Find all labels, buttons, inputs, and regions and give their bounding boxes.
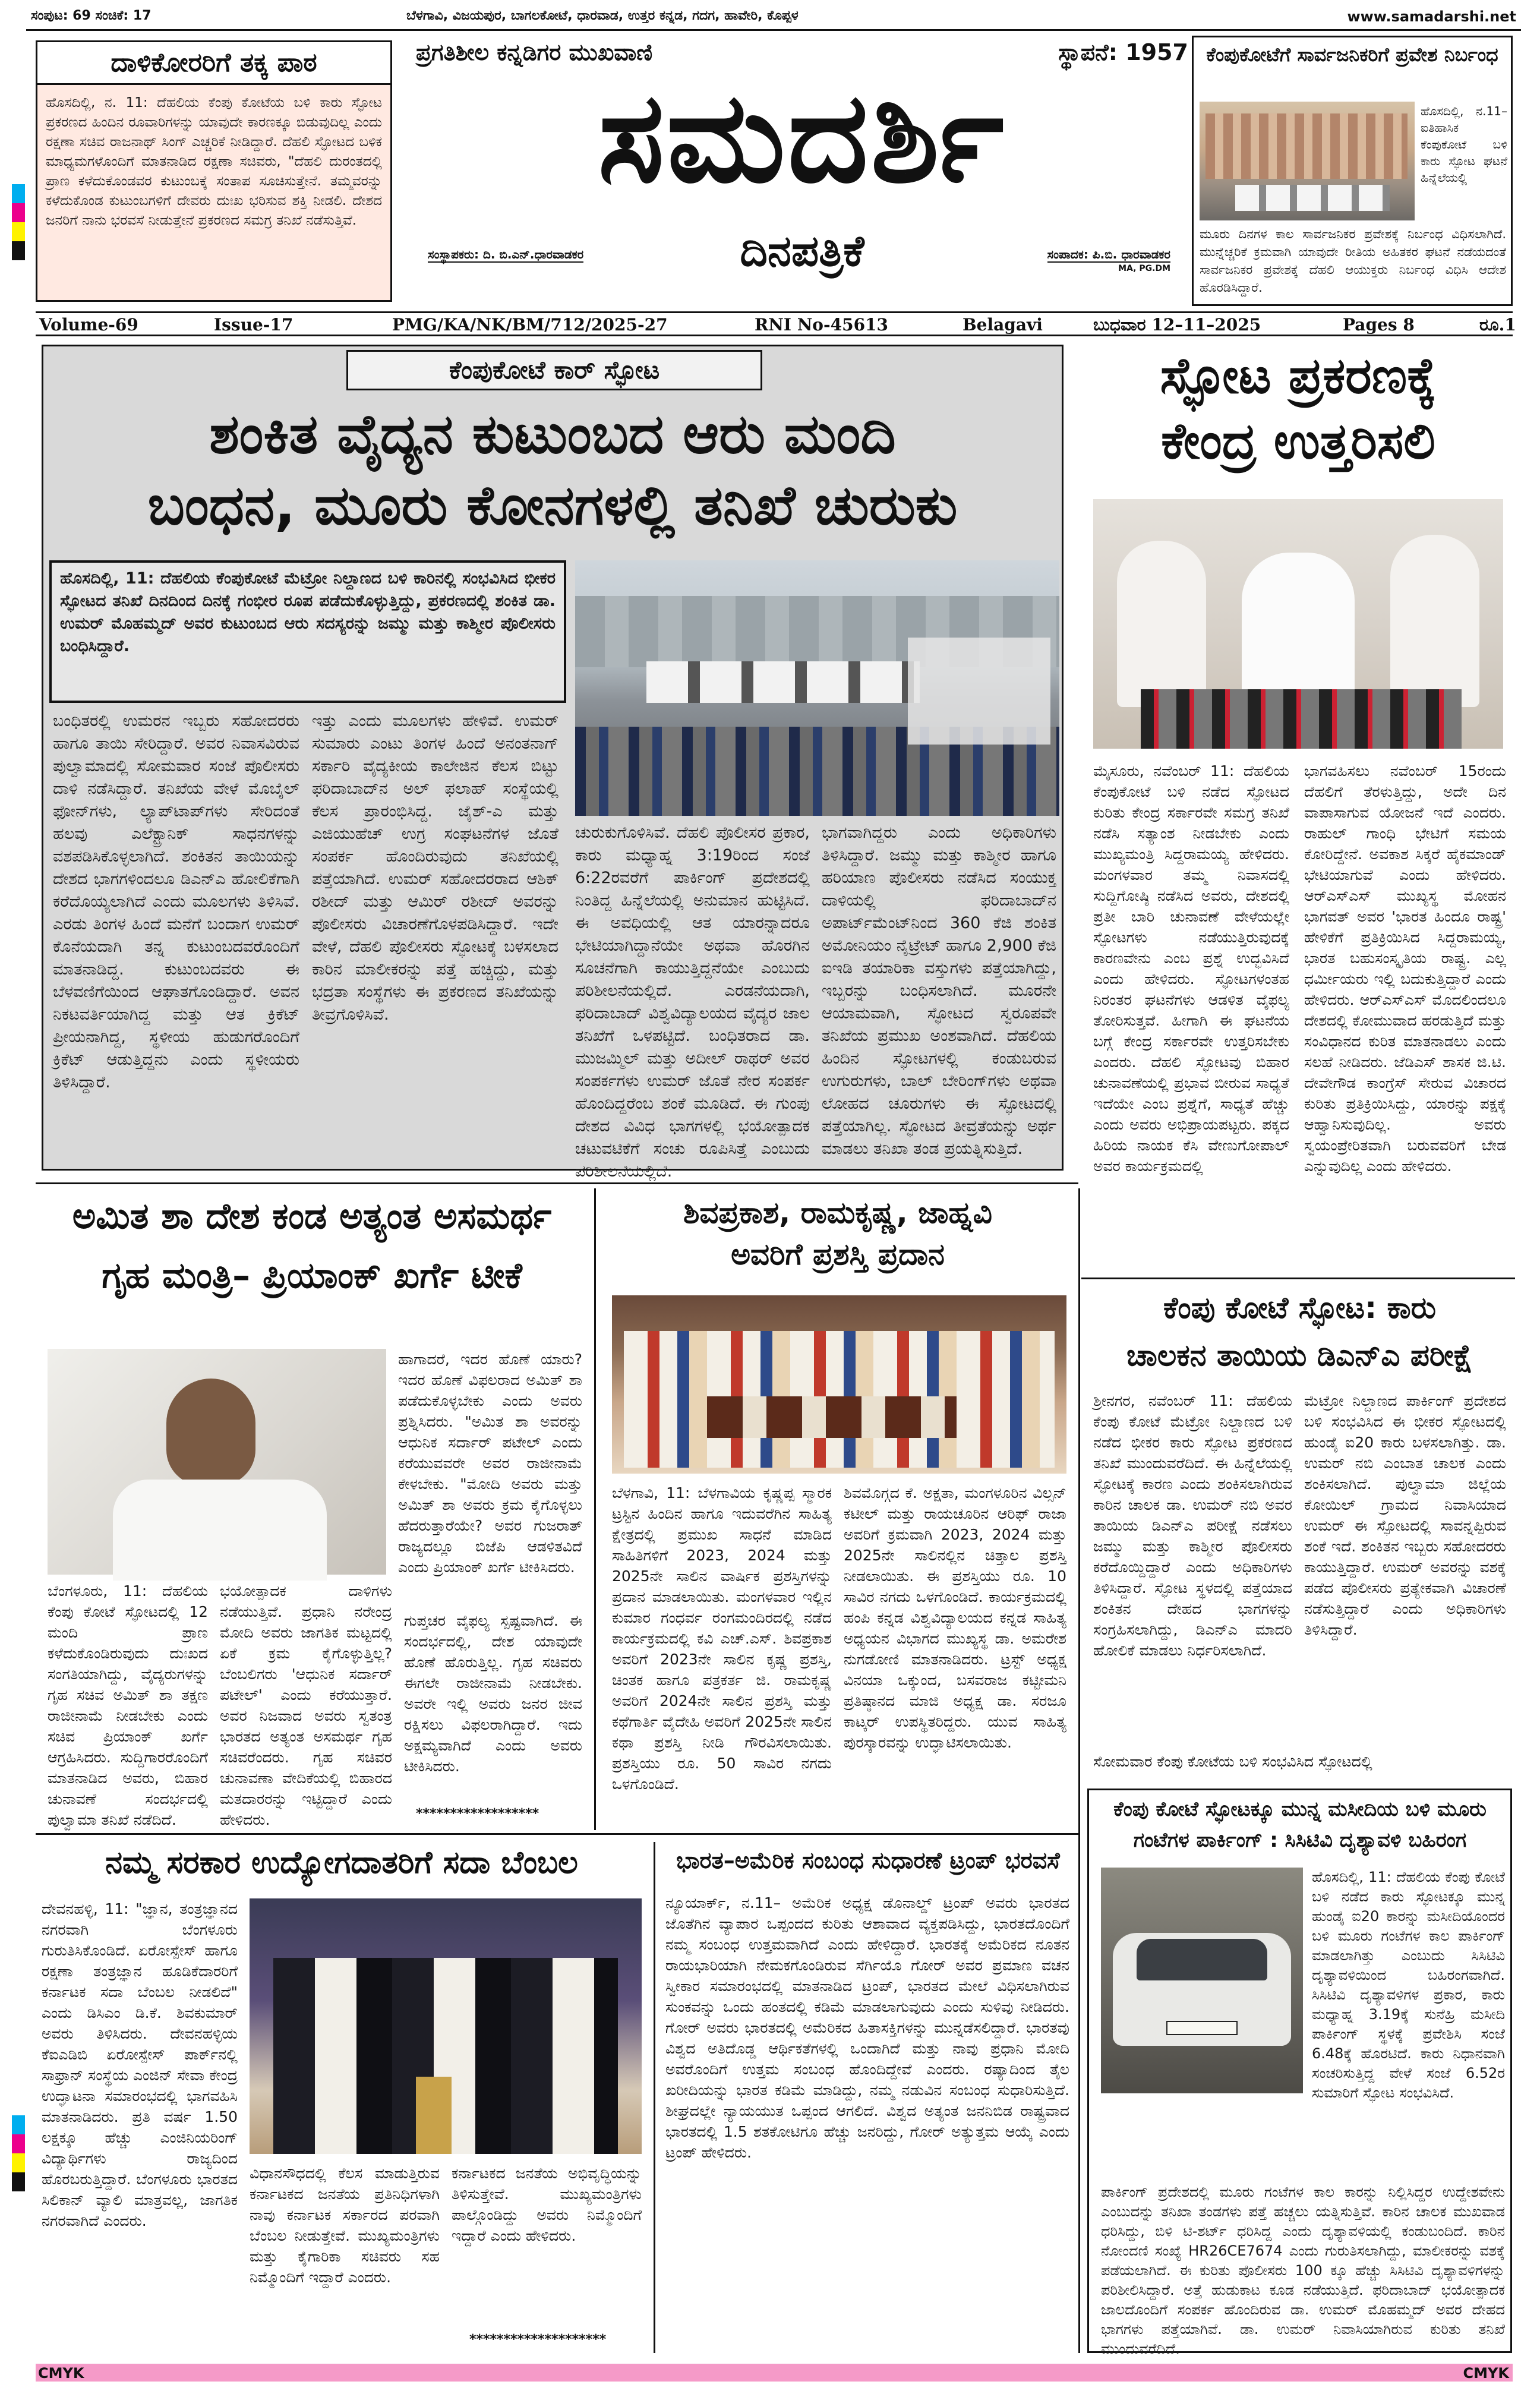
business-headline: ನಮ್ಮ ಸರಕಾರ ಉದ್ಯೋಗದಾತರಿಗೆ ಸದಾ ಬೆಂಬಲ <box>105 1845 578 1881</box>
business-col-1: ದೇವನಹಳ್ಳಿ, 11: "ಜ್ಞಾನ, ತಂತ್ರಜ್ಞಾನದ ನಗರವಾಗಿ ಬೆಂಗಳೂರು ಗುರುತಿಸಿಕೊಂಡಿದೆ. ಏರೋಸ್ಪೇಸ್ ಹಾಗೂ ರಕ್ಷಣಾ ತಂತ್ರಜ್ಞಾನ ಹೂಡಿಕೆದಾರರಿಗೆ ಕರ್ನಾಟಕ ಸದಾ ಬೆಂಬಲ ನೀಡಲಿದೆ" ಎಂದು ಡಿಸಿಎಂ ಡಿ.ಕೆ. ಶಿವಕುಮಾರ್ ಅವರು ತಿಳಿಸಿದರು. ದೇವನಹಳ್ಳಿಯ ಕೆಐಎಡಿಬಿ ಏರೋಸ್ಪೇಸ್ ಪಾರ್ಕ್‌ನಲ್ಲಿ ಸಾಫ್ರಾನ್ ಸಂಸ್ಥೆಯ ಎಂಜಿನ್ ಸೇವಾ ಕೇಂದ್ರ ಉದ್ಘಾಟನಾ ಸಮಾರಂಭದಲ್ಲಿ ಭಾಗವಹಿಸಿ ಮಾತನಾಡಿದರು. ಪ್ರತಿ ವರ್ಷ 1.50 ಲಕ್ಷಕ್ಕೂ ಹೆಚ್ಚು ಎಂಜಿನಿಯರಿಂಗ್ ವಿದ್ಯಾರ್ಥಿಗಳು ರಾಜ್ಯದಿಂದ ಹೊರಬರುತ್ತಿದ್ದಾರೆ. ಬೆಂಗಳೂರು ಭಾರತದ ಸಿಲಿಕಾನ್ ವ್ಯಾಲಿ ಮಾತ್ರವಲ್ಲ, ಜಾಗತಿಕ ನಗರವಾಗಿದೆ ಎಂದರು. <box>42 1900 238 2229</box>
info-bar <box>36 311 1516 336</box>
website[interactable]: www.samadarshi.net <box>1347 8 1516 25</box>
info-pages: Pages 8 <box>1343 315 1415 335</box>
editions-list: ಬೆಳಗಾವಿ, ವಿಜಯಪುರ, ಬಾಗಲಕೋಟೆ, ಧಾರವಾಡ, ಉತ್ತರ ಕನ್ನಡ, ಗದಗ, ಹಾವೇರಿ, ಕೊಪ್ಪಳ <box>406 8 799 23</box>
amit-headline-2: ಗೃಹ ಮಂತ್ರಿ– ಪ್ರಿಯಾಂಕ್ ಖರ್ಗೆ ಟೀಕೆ <box>102 1255 522 1297</box>
swatch-top-cyan <box>12 184 25 203</box>
trump-story <box>659 1839 1075 2356</box>
photo-barricade <box>908 638 1050 745</box>
right-ear-body: ಮೂರು ದಿನಗಳ ಕಾಲ ಸಾರ್ವಜನಿಕರ ಪ್ರವೇಶಕ್ಕೆ ನಿರ್ಬಂಧ ವಿಧಿಸಲಾಗಿದೆ. ಮುನ್ನೆಚ್ಚರಿಕೆ ಕ್ರಮವಾಗಿ ಯಾವುದೇ ರೀತಿಯ ಅಹಿತಕರ ಘಟನೆ ನಡೆಯದಂತೆ ಸಾರ್ವಜನಿಕರ ಪ್ರವೇಶಕ್ಕೆ ದೆಹಲಿ ಆಯುಕ್ತರು ನಿರ್ಬಂಧ ವಿಧಿಸಿ ಆದೇಶ ಹೊರಡಿಸಿದ್ದಾರೆ. <box>1200 227 1506 295</box>
editor-degree: MA, PG.DM <box>1118 264 1170 273</box>
photo-body <box>113 1480 327 1581</box>
dna-headline-1: ಕೆಂಪು ಕೋಟೆ ಸ್ಫೋಟ: ಕಾರು <box>1163 1291 1436 1325</box>
amit-story <box>36 1188 588 1827</box>
cctv-headline: ಕೆಂಪು ಕೋಟೆ ಸ್ಫೋಟಕ್ಕೂ ಮುನ್ನ ಮಸೀದಿಯ ಬಳಿ ಮೂರು ಗಂಟೆಗಳ ಪಾರ್ಕಿಂಗ್ : ಸಿಸಿಟಿವಿ ದೃಶ್ಯಾವಳಿ ಬಹಿರಂಗ <box>1113 1797 1487 1852</box>
lead-col-1: ಬಂಧಿತರಲ್ಲಿ ಉಮರನ ಇಬ್ಬರು ಸಹೋದರರು ಹಾಗೂ ತಾಯಿ ಸೇರಿದ್ದಾರೆ. ಅವರ ನಿವಾಸವಿರುವ ಪುಲ್ವಾಮಾದಲ್ಲಿ ಸೋಮವಾರ ಸಂಜೆ ಪೊಲೀಸರು ದಾಳಿ ನಡೆಸಿದ್ದಾರೆ. ತನಿಖೆಯ ವೇಳೆ ಮೊಬೈಲ್ ಫೋನ್‌ಗಳು, ಲ್ಯಾಪ್‌ಟಾಪ್‌ಗಳು ಸೇರಿದಂತೆ ಹಲವು ಎಲೆಕ್ಟ್ರಾನಿಕ್ ಸಾಧನಗಳನ್ನು ವಶಪಡಿಸಿಕೊಳ್ಳಲಾಗಿದೆ. ಶಂಕಿತನ ತಾಯಿಯನ್ನು ದೇಶದ ಭಾಗಗಳಿಂದಲೂ ಡಿಎನ್‌ಎ ಹೋಲಿಕೆಗಾಗಿ ಕರೆದೊಯ್ಯಲಾಗಿದೆ ಎಂದು ಮೂಲಗಳು ತಿಳಿಸಿವೆ. ಎರಡು ತಿಂಗಳ ಹಿಂದೆ ಮನೆಗೆ ಬಂದಾಗ ಉಮರ್ ಕೊನೆಯದಾಗಿ ತನ್ನ ಕುಟುಂಬದವರೊಂದಿಗೆ ಮಾತನಾಡಿದ್ದ. ಕುಟುಂಬದವರು ಈ ಬೆಳವಣಿಗೆಯಿಂದ ಆಘಾತಗೊಂಡಿದ್ದಾರೆ. ಅವನ ನಿಕಟವರ್ತಿಯಾಗಿದ್ದ ಮತ್ತು ಆತ ಕ್ರಿಕೆಟ್ ಪ್ರೀಯನಾಗಿದ್ದ, ಸ್ಥಳೀಯ ಹುಡುಗರೊಂದಿಗೆ ಕ್ರಿಕೆಟ್ ಆಡುತ್ತಿದ್ದನು ಎಂದು ಸ್ಥಳೀಯರು ತಿಳಿಸಿದ್ದಾರೆ. <box>53 712 299 1092</box>
parliament-photo <box>1200 102 1415 220</box>
vehicles-shape <box>1235 185 1390 211</box>
rule-mid <box>36 1182 1078 1184</box>
established: ಸ್ಥಾಪನೆ: 1957 <box>1058 39 1188 65</box>
photo-head <box>166 1379 255 1485</box>
info-city: Belagavi <box>962 315 1043 335</box>
car-photo <box>1101 1868 1303 2093</box>
info-rni: RNI No-45613 <box>755 315 889 335</box>
paper-subtitle: ದಿನಪತ್ರಿಕೆ <box>740 226 864 276</box>
volume-issue-top: ಸಂಪುಟ: 69 ಸಂಚಿಕೆ: 17 <box>31 8 152 23</box>
cmyk-right: CMYK <box>1463 2365 1509 2382</box>
photo-vehicles <box>646 661 920 703</box>
cctv-story <box>1087 1789 1512 2357</box>
swatch-top-black <box>12 241 25 260</box>
center-col-2: ಭಾಗವಹಿಸಲು ನವೆಂಬರ್ 15ರಂದು ದೆಹಲಿಗೆ ತೆರಳುತ್ತಿದ್ದು, ಅದೇ ದಿನ ವಾಪಾಸಾಗುವ ಯೋಜನೆ ಇದೆ ಎಂದರು. ರಾಹುಲ್ ಗಾಂಧಿ ಭೇಟಿಗೆ ಸಮಯ ಕೋರಿದ್ದೇನೆ. ಅವಕಾಶ ಸಿಕ್ಕರೆ ಹೈಕಮಾಂಡ್ ಭೇಟಿಯಾಗುವೆ ಎಂದು ಹೇಳಿದರು. ಆರ್‌ಎಸ್‌ಎಸ್ ಮುಖ್ಯಸ್ಥ ಮೋಹನ ಭಾಗವತ್ ಅವರ 'ಭಾರತ ಹಿಂದೂ ರಾಷ್ಟ್ರ' ಹೇಳಿಕೆಗೆ ಪ್ರತಿಕ್ರಿಯಿಸಿದ ಸಿದ್ದರಾಮಯ್ಯ, ಭಾರತ ಬಹುಸಂಸ್ಕೃತಿಯ ರಾಷ್ಟ್ರ. ಎಲ್ಲ ಧರ್ಮೀಯರು ಇಲ್ಲಿ ಬದುಕುತ್ತಿದ್ದಾರೆ ಎಂದು ಹೇಳಿದರು. ಆರ್‌ಎಸ್‌ಎಸ್ ಮೊದಲಿಂದಲೂ ದೇಶದಲ್ಲಿ ಕೋಮುವಾದ ಹರಡುತ್ತಿದೆ ಮತ್ತು ಸಂವಿಧಾನದ ಕುರಿತ ಮಾತನಾಡಲು ಎಂದು ಸಲಹೆ ನೀಡಿದರು. ಜೆಡಿಎಸ್ ಶಾಸಕ ಜಿ.ಟಿ. ದೇವೇಗೌಡ ಕಾಂಗ್ರೆಸ್ ಸೇರುವ ವಿಚಾರದ ಕುರಿತು ಪ್ರತಿಕ್ರಿಯಿಸಿದ್ದು, ಯಾರನ್ನು ಪಕ್ಷಕ್ಕೆ ಆಹ್ವಾನಿಸುವುದಿಲ್ಲ. ಅವರು ಸ್ವಯಂಪ್ರೇರಿತವಾಗಿ ಬರುವವರಿಗೆ ಬೇಡ ಎನ್ನುವುದಿಲ್ಲ ಎಂದು ಹೇಳಿದರು. <box>1304 762 1506 1175</box>
awards-story <box>600 1188 1075 1827</box>
lead-intro: ಹೊಸದಿಲ್ಲಿ, 11: ದೆಹಲಿಯ ಕೆಂಪುಕೋಟೆ ಮೆಟ್ರೋ ನಿಲ್ದಾಣದ ಬಳಿ ಕಾರಿನಲ್ಲಿ ಸಂಭವಿಸಿದ ಭೀಕರ ಸ್ಫೋಟದ ತನಿಖೆ ದಿನದಿಂದ ದಿನಕ್ಕೆ ಗಂಭೀರ ರೂಪ ಪಡೆದುಕೊಳ್ಳುತ್ತಿದ್ದು, ಪ್ರಕರಣದಲ್ಲಿ ಶಂಕಿತ ಡಾ. ಉಮರ್ ಮೊಹಮ್ಮದ್ ಅವರ ಕುಟುಂಬದ ಆರು ಸದಸ್ಯರನ್ನು ಜಮ್ಮು ಮತ್ತು ಕಾಶ್ಮೀರ ಪೊಲೀಸರು ಬಂಧಿಸಿದ್ದಾರೆ. <box>60 569 556 655</box>
trump-headline: ಭಾರತ–ಅಮೆರಿಕ ಸಂಬಂಧ ಸುಧಾರಣೆ ಟ್ರಂಪ್ ಭರವಸೆ <box>676 1847 1060 1873</box>
lead-story <box>42 345 1064 1181</box>
photo-plate <box>1166 2021 1238 2035</box>
lead-col-4: ಭಾಗವಾಗಿದ್ದರು ಎಂದು ಅಧಿಕಾರಿಗಳು ತಿಳಿಸಿದ್ದಾರೆ. ಜಮ್ಮು ಮತ್ತು ಕಾಶ್ಮೀರ ಹಾಗೂ ಹರಿಯಾಣ ಪೊಲೀಸರು ನಡೆಸಿದ ಸಂಯುಕ್ತ ದಾಳಿಯಲ್ಲಿ ಫರಿದಾಬಾದ್‌ನ ಅಪಾರ್ಟ್‌ಮೆಂಟ್‌ನಿಂದ 360 ಕೆಜಿ ಶಂಕಿತ ಅಮೋನಿಯಂ ನೈಟ್ರೇಟ್ ಹಾಗೂ 2,900 ಕೆಜಿ ಐಇಡಿ ತಯಾರಿಕಾ ವಸ್ತುಗಳು ಪತ್ತೆಯಾಗಿದ್ದು, ಇಬ್ಬರನ್ನು ಬಂಧಿಸಲಾಗಿದೆ. ಮೂರನೇ ಆಯಾಮವಾಗಿ, ಸ್ಫೋಟದ ಸ್ವರೂಪವೇ ತನಿಖೆಯ ಪ್ರಮುಖ ಅಂಶವಾಗಿದೆ. ದೆಹಲಿಯ ಹಿಂದಿನ ಸ್ಫೋಟಗಳಲ್ಲಿ ಕಂಡುಬರುವ ಉಗುರುಗಳು, ಬಾಲ್ ಬೇರಿಂಗ್‌ಗಳು ಅಥವಾ ಲೋಹದ ಚೂರುಗಳು ಈ ಸ್ಫೋಟದಲ್ಲಿ ಪತ್ತೆಯಾಗಿಲ್ಲ. ಸ್ಫೋಟದ ತೀವ್ರತೆಯನ್ನು ಅರ್ಥ ಮಾಡಲು ತನಿಖಾ ತಂಡ ಪ್ರಯತ್ನಿಸುತ್ತಿದೆ. <box>822 824 1056 1158</box>
top-line <box>26 5 1521 31</box>
building-shape <box>1206 113 1408 179</box>
photo-lamp <box>416 2077 452 2154</box>
lead-headline-1: ಶಂಕಿತ ವೈದ್ಯನ ಕುಟುಂಬದ ಆರು ಮಂದಿ <box>209 402 896 466</box>
info-date: ಬುಧವಾರ 12–11–2025 <box>1093 315 1261 335</box>
lead-col-3: ಚುರುಕುಗೊಳಿಸಿವೆ. ದೆಹಲಿ ಪೊಲೀಸರ ಪ್ರಕಾರ, ಕಾರು ಮಧ್ಯಾಹ್ನ 3:19ರಿಂದ ಸಂಜೆ 6:22ರವರೆಗೆ ಪಾರ್ಕಿಂಗ್ ಪ್ರದೇಶದಲ್ಲಿ ನಿಂತಿದ್ದ ಹಿನ್ನೆಲೆಯಲ್ಲಿ ಅನುಮಾನ ಹುಟ್ಟಿಸಿದೆ. ಈ ಅವಧಿಯಲ್ಲಿ ಆತ ಯಾರನ್ನಾದರೂ ಭೇಟಿಯಾಗಿದ್ದಾನೆಯೇ ಅಥವಾ ಹೊರಗಿನ ಸೂಚನೆಗಾಗಿ ಕಾಯುತ್ತಿದ್ದನೆಯೇ ಎಂಬುದು ಪರಿಶೀಲನೆಯಲ್ಲಿದೆ. ಎರಡನೆಯದಾಗಿ, ಫರಿದಾಬಾದ್ ವಿಶ್ವವಿದ್ಯಾಲಯದ ವೈದ್ಯರ ಜಾಲ ತನಿಖೆಗೆ ಒಳಪಟ್ಟಿದೆ. ಬಂಧಿತರಾದ ಡಾ. ಮುಜಮ್ಮಿಲ್ ಮತ್ತು ಅದೀಲ್ ರಾಥರ್ ಅವರ ಸಂಪರ್ಕಗಳು ಉಮರ್ ಜೊತೆ ನೇರ ಸಂಪರ್ಕ ಹೊಂದಿದ್ದರೆಂಬ ಶಂಕೆ ಮೂಡಿದೆ. ಈ ಗುಂಪು ದೇಶದ ವಿವಿಧ ಭಾಗಗಳಲ್ಲಿ ಭಯೋತ್ಪಾದಕ ಚಟುವಟಿಕೆಗೆ ಸಂಚು ರೂಪಿಸಿತ್ತೆ ಎಂಬುದು ಪರಿಶೀಲನೆಯಲ್ಲಿದೆ. <box>575 824 810 1181</box>
rule-vertical-2 <box>1078 1188 1080 2353</box>
center-col-1: ಮೈಸೂರು, ನವೆಂಬರ್ 11: ದೆಹಲಿಯ ಕೆಂಪುಕೋಟೆ ಬಳಿ ನಡೆದ ಸ್ಫೋಟದ ಕುರಿತು ಕೇಂದ್ರ ಸರ್ಕಾರವೇ ಸಮಗ್ರ ತನಿಖೆ ನಡೆಸಿ ಸತ್ಯಾಂಶ ನೀಡಬೇಕು ಎಂದು ಮುಖ್ಯಮಂತ್ರಿ ಸಿದ್ದರಾಮಯ್ಯ ಹೇಳಿದರು. ಮಂಗಳವಾರ ತಮ್ಮ ನಿವಾಸದಲ್ಲಿ ಸುದ್ದಿಗೋಷ್ಠಿ ನಡೆಸಿದ ಅವರು, ದೇಶದಲ್ಲಿ ಪ್ರತೀ ಬಾರಿ ಚುನಾವಣೆ ವೇಳೆಯಲ್ಲೇ ಸ್ಫೋಟಗಳು ನಡೆಯುತ್ತಿರುವುದಕ್ಕೆ ಕಾರಣವೇನು ಎಂಬ ಪ್ರಶ್ನೆ ಉದ್ಭವಿಸಿದೆ ಎಂದು ಹೇಳಿದರು. ಸ್ಫೋಟಗಳಂತಹ ನಿರಂತರ ಘಟನೆಗಳು ಆಡಳಿತ ವೈಫಲ್ಯ ತೋರಿಸುತ್ತವೆ. ಹೀಗಾಗಿ ಈ ಘಟನೆಯ ಬಗ್ಗೆ ಕೇಂದ್ರ ಸರ್ಕಾರವೇ ಉತ್ತರಿಸಬೇಕು ಎಂದರು. ದೆಹಲಿ ಸ್ಫೋಟವು ಬಿಹಾರ ಚುನಾವಣೆಯಲ್ಲಿ ಪ್ರಭಾವ ಬೀರುವ ಸಾಧ್ಯತೆ ಇದೆಯೇ ಎಂಬ ಪ್ರಶ್ನೆಗೆ, ಸಾಧ್ಯತೆ ಹೆಚ್ಚು ಎಂದು ಅವರು ಅಭಿಪ್ರಾಯಪಟ್ಟರು. ಪಕ್ಕದ ಹಿರಿಯ ನಾಯಕ ಕೆಸಿ ವೇಣುಗೋಪಾಲ್ ಅವರ ಕಾರ್ಯಕ್ರಮದಲ್ಲಿ <box>1093 762 1289 1175</box>
cmyk-strip <box>36 2364 1513 2382</box>
dna-story <box>1087 1283 1512 1783</box>
info-price: ರೂ.1 <box>1479 315 1516 335</box>
priyank-photo <box>48 1349 386 1575</box>
amit-stars: ****************** <box>416 1806 539 1821</box>
cctv-body: ಪಾರ್ಕಿಂಗ್ ಪ್ರದೇಶದಲ್ಲಿ ಮೂರು ಗಂಟೆಗಳ ಕಾಲ ಕಾರನ್ನು ನಿಲ್ಲಿಸಿದ್ದರ ಉದ್ದೇಶವೇನು ಎಂಬುದನ್ನು ತನಿಖಾ ತಂಡಗಳು ಪತ್ತೆ ಹಚ್ಚಲು ಯತ್ನಿಸುತ್ತಿವೆ. ಕಾರಿನ ಚಾಲಕ ಮುಖವಾಡ ಧರಿಸಿದ್ದು, ಬಿಳಿ ಟಿ-ಶರ್ಟ್ ಧರಿಸಿದ್ದ ಎಂದು ದೃಶ್ಯಾವಳಿಯಲ್ಲಿ ಕಂಡುಬಂದಿದೆ. ಕಾರಿನ ನೋಂದಣಿ ಸಂಖ್ಯೆ HR26CE7674 ಎಂದು ಗುರುತಿಸಲಾಗಿದ್ದು, ಮಾಲೀಕರನ್ನು ವಶಕ್ಕೆ ಪಡೆಯಲಾಗಿದೆ. ಈ ಕುರಿತು ಪೊಲೀಸರು 100 ಕ್ಕೂ ಹೆಚ್ಚು ಸಿಸಿಟಿವಿ ದೃಶ್ಯಾವಳಿಗಳನ್ನು ಪರಿಶೀಲಿಸಿದ್ದಾರೆ. ಅತ್ತೆ ಹುಡುಕಾಟ ಕೂಡ ನಡೆಯುತ್ತಿದೆ. ಫರಿದಾಬಾದ್ ಭಯೋತ್ಪಾದಕ ಜಾಲದೊಂದಿಗೆ ಸಂಪರ್ಕ ಹೊಂದಿರುವ ಡಾ. ಉಮರ್ ಮೊಹಮ್ಮದ್ ಅವರ ದೇಹದ ಭಾಗಗಳು ಪತ್ತೆಯಾಗಿವೆ. ಡಾ. ಉಮರ್ ನಿವಾಸಿಯಾಗಿರುವ ಕುರಿತು ತನಿಖೆ ಮುಂದುವರೆದಿದೆ. <box>1101 2184 1505 2357</box>
editor: ಸಂಪಾದಕ: ಪಿ.ಬಿ. ಧಾರವಾಡಕರ <box>1047 247 1170 261</box>
dna-col-2: ಮೆಟ್ರೋ ನಿಲ್ದಾಣದ ಪಾರ್ಕಿಂಗ್ ಪ್ರದೇಶದ ಬಳಿ ಸಂಭವಿಸಿದ ಈ ಭೀಕರ ಸ್ಫೋಟದಲ್ಲಿ ಹುಂಡೈ ಐ20 ಕಾರು ಬಳಸಲಾಗಿತ್ತು. ಡಾ. ಉಮರ್ ನಬಿ ಎಂಬಾತ ಚಾಲಕ ಎಂದು ಶಂಕಿಸಲಾಗಿದೆ. ಪುಲ್ವಾಮಾ ಜಿಲ್ಲೆಯ ಕೋಯಿಲ್ ಗ್ರಾಮದ ನಿವಾಸಿಯಾದ ಉಮರ್ ಈ ಸ್ಫೋಟದಲ್ಲಿ ಸಾವನ್ನಪ್ಪಿರುವ ಶಂಕೆ ಇದೆ. ಶಂಕಿತನ ಇಬ್ಬರು ಸಹೋದರರು ಕಾಯುತ್ತಿದ್ದಾರೆ. ಉಮರ್ ಅವರನ್ನು ವಶಕ್ಕೆ ಪಡೆದ ಪೊಲೀಸರು ಪ್ರತ್ಯೇಕವಾಗಿ ವಿಚಾರಣೆ ನಡೆಸುತ್ತಿದ್ದಾರೆ ಎಂದು ಅಧಿಕಾರಿಗಳು ತಿಳಿಸಿದ್ದಾರೆ. <box>1304 1392 1506 1638</box>
press-meet-photo <box>1093 499 1503 749</box>
swatch-bottom-black <box>12 2172 25 2191</box>
awards-col-1: ಬೆಳಗಾವಿ, 11: ಬೆಳಗಾವಿಯ ಕೃಷ್ಣಪ್ಪ ಸ್ಮಾರಕ ಟ್ರಸ್ಟಿನ ಹಿಂದಿನ ಹಾಗೂ ಇದುವರೆಗಿನ ಸಾಹಿತ್ಯ ಕ್ಷೇತ್ರದಲ್ಲಿ ಪ್ರಮುಖ ಸಾಧನೆ ಮಾಡಿದ ಸಾಹಿತಿಗಳಿಗೆ 2023, 2024 ಮತ್ತು 2025ನೇ ಸಾಲಿನ ವಾರ್ಷಿಕ ಪ್ರಶಸ್ತಿಗಳನ್ನು ಪ್ರದಾನ ಮಾಡಲಾಯಿತು. ಮಂಗಳವಾರ ಇಲ್ಲಿನ ಕುಮಾರ ಗಂಧರ್ವ ರಂಗಮಂದಿರದಲ್ಲಿ ನಡೆದ ಕಾರ್ಯಕ್ರಮದಲ್ಲಿ ಕವಿ ಎಚ್.ಎಸ್. ಶಿವಪ್ರಕಾಶ ಅವರಿಗೆ 2023ನೇ ಸಾಲಿನ ಕೃಷ್ಣ ಪ್ರಶಸ್ತಿ, ಚಿಂತಕ ಹಾಗೂ ಪತ್ರಕರ್ತ ಜಿ. ರಾಮಕೃಷ್ಣ ಅವರಿಗೆ 2024ನೇ ಸಾಲಿನ ಪ್ರಶಸ್ತಿ ಮತ್ತು ಕಥೆಗಾರ್ತಿ ವೈದೇಹಿ ಅವರಿಗೆ 2025ನೇ ಸಾಲಿನ ಕಥಾ ಪ್ರಶಸ್ತಿ ನೀಡಿ ಗೌರವಿಸಲಾಯಿತು. ಪ್ರಶಸ್ತಿಯು ರೂ. 50 ಸಾವಿರ ನಗದು ಒಳಗೊಂಡಿದೆ. <box>612 1484 832 1793</box>
amit-side: ಹಾಗಾದರೆ, ಇದರ ಹೊಣೆ ಯಾರು? ಇದರ ಹೊಣೆ ವಿಫಲರಾದ ಅಮಿತ್ ಶಾ ಪಡೆದುಕೊಳ್ಳಬೇಕು ಎಂದು ಅವರು ಪ್ರಶ್ನಿಸಿದರು. "ಅಮಿತ ಶಾ ಅವರನ್ನು ಆಧುನಿಕ ಸರ್ದಾರ್ ಪಟೇಲ್ ಎಂದು ಕರೆಯುವವರೇ ಅವರ ರಾಜೀನಾಮೆ ಕೇಳಬೇಕು. "ಮೋದಿ ಅವರು ಮತ್ತು ಅಮಿತ್ ಶಾ ಅವರು ಕ್ರಮ ಕೈಗೊಳ್ಳಲು ಹೆದರುತ್ತಾರೆಯೇ? ಅವರ ಗುಜರಾತ್ ರಾಜ್ಯದಲ್ಲೂ ಬಿಜೆಪಿ ಆಡಳಿತವಿದೆ ಎಂದು ಪ್ರಿಯಾಂಕ್ ಖರ್ಗೆ ಟೀಕಿಸಿದರು. <box>398 1351 582 1576</box>
center-story <box>1081 345 1515 1272</box>
amit-col-1: ಬೆಂಗಳೂರು, 11: ದೆಹಲಿಯ ಕೆಂಪು ಕೋಟೆ ಸ್ಫೋಟದಲ್ಲಿ 12 ಮಂದಿ ಪ್ರಾಣ ಕಳೆದುಕೊಂಡಿರುವುದು ದುಃಖದ ಸಂಗತಿಯಾಗಿದ್ದು, ವೈದ್ಯರುಗಳನ್ನು ಗೃಹ ಸಚಿವ ಅಮಿತ್ ಶಾ ತಕ್ಷಣ ರಾಜೀನಾಮೆ ನೀಡಬೇಕು ಎಂದು ಸಚಿವ ಪ್ರಿಯಾಂಕ್ ಖರ್ಗೆ ಆಗ್ರಹಿಸಿದರು. ಸುದ್ದಿಗಾರರೊಂದಿಗೆ ಮಾತನಾಡಿದ ಅವರು, ಬಿಹಾರ ಚುನಾವಣೆ ಸಂದರ್ಭದಲ್ಲಿ ಪುಲ್ವಾಮಾ ತನಿಖೆ ನಡೆದಿದೆ. <box>48 1582 208 1828</box>
business-story <box>36 1839 648 2356</box>
awards-headline-1: ಶಿವಪ್ರಕಾಶ, ರಾಮಕೃಷ್ಣ, ಜಾಹ್ನವಿ <box>683 1196 993 1230</box>
photo-person-1 <box>1117 541 1206 707</box>
cctv-side: ಹೊಸದಿಲ್ಲಿ, 11: ದೆಹಲಿಯ ಕೆಂಪು ಕೋಟೆ ಬಳಿ ನಡೆದ ಕಾರು ಸ್ಫೋಟಕ್ಕೂ ಮುನ್ನ ಹುಂಡೈ ಐ20 ಕಾರನ್ನು ಮಸೀದಿಯೊಂದರ ಬಳಿ ಮೂರು ಗಂಟೆಗಳ ಕಾಲ ಪಾರ್ಕಿಂಗ್ ಮಾಡಲಾಗಿತ್ತು ಎಂಬುದು ಸಿಸಿಟಿವಿ ದೃಶ್ಯಾವಳಿಯಿಂದ ಬಹಿರಂಗವಾಗಿದೆ. ಸಿಸಿಟಿವಿ ದೃಶ್ಯಾವಳಿಗಳ ಪ್ರಕಾರ, ಕಾರು ಮಧ್ಯಾಹ್ನ 3.19ಕ್ಕೆ ಸುನೆಹ್ರಿ ಮಸೀದಿ ಪಾರ್ಕಿಂಗ್ ಸ್ಥಳಕ್ಕೆ ಪ್ರವೇಶಿಸಿ ಸಂಜೆ 6.48ಕ್ಕೆ ಹೊರಟಿದೆ. ಕಾರು ನಿಧಾನವಾಗಿ ಸಂಚರಿಸುತ್ತಿದ್ದ ವೇಳೆ ಸಂಜೆ 6.52ರ ಸುಮಾರಿಗೆ ಸ್ಫೋಟ ಸಂಭವಿಸಿದೆ. <box>1312 1869 1505 2101</box>
rule-center-bottom <box>1081 1278 1515 1279</box>
lamp-lighting-photo <box>250 1898 642 2154</box>
tagline: ಪ್ರಗತಿಶೀಲ ಕನ್ನಡಿಗರ ಮುಖವಾಣಿ <box>416 39 653 65</box>
trump-body: ನ್ಯೂಯಾರ್ಕ್, ನ.11– ಅಮೆರಿಕ ಅಧ್ಯಕ್ಷ ಡೊನಾಲ್ಡ್ ಟ್ರಂಪ್ ಅವರು ಭಾರತದ ಜೊತೆಗಿನ ವ್ಯಾಪಾರ ಒಪ್ಪಂದದ ಕುರಿತು ಆಶಾವಾದ ವ್ಯಕ್ತಪಡಿಸಿದ್ದು, ಭಾರತದೊಂದಿಗೆ ನಮ್ಮ ಸಂಬಂಧ ಉತ್ತಮವಾಗಿದೆ ಎಂದು ಹೇಳಿದ್ದಾರೆ. ಭಾರತಕ್ಕೆ ಅಮೆರಿಕದ ನೂತನ ರಾಯಭಾರಿಯಾಗಿ ನೇಮಕಗೊಂಡಿರುವ ಸೆರ್ಗಿಯೊ ಗೋರ್ ಅವರ ಪ್ರಮಾಣ ವಚನ ಸ್ವೀಕಾರ ಸಮಾರಂಭದಲ್ಲಿ ಮಾತನಾಡಿದ ಟ್ರಂಪ್, ಭಾರತದ ಮೇಲೆ ವಿಧಿಸಲಾಗಿರುವ ಸುಂಕವನ್ನು ಒಂದು ಹಂತದಲ್ಲಿ ಕಡಿಮೆ ಮಾಡಲಾಗುವುದು ಎಂದು ಸುಳಿವು ನೀಡಿದರು. ಗೋರ್ ಅವರು ಭಾರತದಲ್ಲಿ ಅಮೆರಿಕದ ಹಿತಾಸಕ್ತಿಗಳನ್ನು ಮುನ್ನಡೆಸಲಿದ್ದಾರೆ. ಭಾರತವು ವಿಶ್ವದ ಅತಿದೊಡ್ಡ ಆರ್ಥಿಕತೆಗಳಲ್ಲಿ ಒಂದಾಗಿದೆ ಮತ್ತು ನಾವು ಪ್ರಧಾನಿ ಮೋದಿ ಅವರೊಂದಿಗೆ ಉತ್ತಮ ಸಂಬಂಧ ಹೊಂದಿದ್ದೇವೆ ಎಂದರು. ರಷ್ಯಾದಿಂದ ತೈಲ ಖರೀದಿಯನ್ನು ಭಾರತ ಕಡಿಮೆ ಮಾಡಿದ್ದು, ನಮ್ಮ ನಡುವಿನ ಸಂಬಂಧ ಸುಧಾರಿಸುತ್ತಿದೆ. ಶೀಘ್ರದಲ್ಲೇ ನ್ಯಾಯಯುತ ಒಪ್ಪಂದ ಆಗಲಿದೆ. ವಿಶ್ವದ ಅತ್ಯಂತ ಜನನಿಬಿಡ ರಾಷ್ಟ್ರವಾದ ಭಾರತದಲ್ಲಿ 1.5 ಶತಕೋಟಿಗೂ ಹೆಚ್ಚು ಜನರಿದ್ದು, ಗೋರ್ ಅತ್ಯುತ್ತಮ ಆಯ್ಕೆ ಎಂದು ಟ್ರಂಪ್ ಹೇಳಿದರು. <box>665 1894 1069 2161</box>
info-issue: Issue-17 <box>214 315 294 335</box>
cmyk-left: CMYK <box>38 2365 84 2382</box>
rule-vertical-3 <box>654 1842 655 2353</box>
dna-foot: ಸೋಮವಾರ ಕೆಂಪು ಕೋಟೆಯ ಬಳಿ ಸಂಭವಿಸಿದ ಸ್ಫೋಟದಲ್ಲಿ <box>1093 1753 1372 1770</box>
lead-col-2: ಇತ್ತು ಎಂದು ಮೂಲಗಳು ಹೇಳಿವೆ. ಉಮರ್ ಸುಮಾರು ಎಂಟು ತಿಂಗಳ ಹಿಂದೆ ಅನಂತನಾಗ್ ಸರ್ಕಾರಿ ವೈದ್ಯಕೀಯ ಕಾಲೇಜಿನ ಕೆಲಸ ಬಿಟ್ಟು ಫರಿದಾಬಾದ್‌ನ ಅಲ್ ಫಲಾಹ್ ಸಂಸ್ಥೆಯಲ್ಲಿ ಕೆಲಸ ಪ್ರಾರಂಭಿಸಿದ್ದ. ಜೈಶ್-ಎ ಮತ್ತು ಎಜಿಯುಹೆಚ್ ಉಗ್ರ ಸಂಘಟನೆಗಳ ಜೊತೆ ಸಂಪರ್ಕ ಹೊಂದಿರುವುದು ತನಿಖೆಯಲ್ಲಿ ಪತ್ತೆಯಾಗಿದೆ. ಉಮರ್ ಸಹೋದರರಾದ ಆಶಿಕ್ ರಶೀದ್ ಮತ್ತು ಆಮಿರ್ ರಶೀದ್ ಅವರನ್ನು ಪೊಲೀಸರು ವಿಚಾರಣೆಗೊಳಪಡಿಸಿದ್ದಾರೆ. ಇದೇ ವೇಳೆ, ದೆಹಲಿ ಪೊಲೀಸರು ಸ್ಫೋಟಕ್ಕೆ ಬಳಸಲಾದ ಕಾರಿನ ಮಾಲೀಕರನ್ನು ಪತ್ತೆ ಹಚ್ಚಿದ್ದು, ಮತ್ತು ಭದ್ರತಾ ಸಂಸ್ಥೆಗಳು ಈ ಪ್ರಕರಣದ ತನಿಖೆಯನ್ನು ತೀವ್ರಗೊಳಿಸಿವೆ. <box>312 712 558 1024</box>
info-volume: Volume-69 <box>39 315 138 335</box>
rule-lower <box>36 1833 1078 1835</box>
swatch-bottom-cyan <box>12 2115 25 2134</box>
right-ear-box <box>1192 36 1513 306</box>
swatch-bottom-yellow <box>12 2153 25 2172</box>
lead-headline-2: ಬಂಧನ, ಮೂರು ಕೋನಗಳಲ್ಲಿ ತನಿಖೆ ಚುರುಕು <box>147 474 958 537</box>
lead-kicker: ಕೆಂಪುಕೋಟೆ ಕಾರ್ ಸ್ಫೋಟ <box>346 350 762 390</box>
founder: ಸಂಸ್ಥಾಪಕರು: ದಿ. ಬಿ.ಎನ್.ಧಾರವಾಡಕರ <box>428 247 584 261</box>
masthead <box>416 36 1188 309</box>
swatch-top-magenta <box>12 203 25 222</box>
business-col-2: ವಿಧಾನಸೌಧದಲ್ಲಿ ಕೆಲಸ ಮಾಡುತ್ತಿರುವ ಕರ್ನಾಟಕದ ಜನತೆಯ ಪ್ರತಿನಿಧಿಗಳಾಗಿ ನಾವು ಕರ್ನಾಟಕ ಸರ್ಕಾರದ ಪರವಾಗಿ ಬೆಂಬಲ ನೀಡುತ್ತೇವೆ. ಮುಖ್ಯಮಂತ್ರಿಗಳು ಮತ್ತು ಕೈಗಾರಿಕಾ ಸಚಿವರು ಸಹ ನಿಮ್ಮೊಂದಿಗೆ ಇದ್ದಾರೆ ಎಂದರು. <box>250 2165 440 2286</box>
dna-headline-2: ಚಾಲಕನ ತಾಯಿಯ ಡಿಎನ್‌ಎ ಪರೀಕ್ಷೆ <box>1126 1338 1473 1373</box>
business-stars: ******************** <box>469 2332 607 2347</box>
photo-mics <box>1141 689 1462 749</box>
amit-headline-1: ಅಮಿತ ಶಾ ದೇಶ ಕಂಡ ಅತ್ಯಂತ ಅಸಮರ್ಥ <box>72 1196 552 1237</box>
amit-col-2: ಭಯೋತ್ಪಾದಕ ದಾಳಿಗಳು ನಡೆಯುತ್ತಿವೆ. ಪ್ರಧಾನಿ ನರೇಂದ್ರ ಮೋದಿ ಅವರು ಜಾಗತಿಕ ಮಟ್ಟದಲ್ಲಿ ಏಕೆ ಕ್ರಮ ಕೈಗೊಳ್ಳುತ್ತಿಲ್ಲ? ಬೆಂಬಲಿಗರು 'ಆಧುನಿಕ ಸರ್ದಾರ್ ಪಟೇಲ್' ಎಂದು ಕರೆಯುತ್ತಾರೆ. ಅವರ ನಿಜವಾದ ಅವರು ಸ್ವತಂತ್ರ ಭಾರತದ ಅತ್ಯಂತ ಅಸಮರ್ಥ ಗೃಹ ಸಚಿವರೆಂದರು. ಗೃಹ ಸಚಿವರ ಚುನಾವಣಾ ವೇದಿಕೆಯಲ್ಲಿ ಬಿಹಾರದ ಮತದಾರರನ್ನು ಇಟ್ಟಿದ್ದಾರೆ ಎಂದು ಹೇಳಿದರು. <box>220 1582 392 1828</box>
right-ear-side: ಹೊಸದಿಲ್ಲಿ, ನ.11– ಐತಿಹಾಸಿಕ ಕೆಂಪುಕೋಟೆ ಬಳಿ ಕಾರು ಸ್ಫೋಟ ಘಟನೆ ಹಿನ್ನೆಲೆಯಲ್ಲಿ <box>1421 104 1507 185</box>
rule-vertical-1 <box>594 1188 596 1830</box>
swatch-top-yellow <box>12 222 25 241</box>
left-ear-box <box>36 40 392 302</box>
center-headline-2: ಕೇಂದ್ರ ಉತ್ತರಿಸಲಿ <box>1161 412 1435 470</box>
dna-col-1: ಶ್ರೀನಗರ, ನವೆಂಬರ್ 11: ದೆಹಲಿಯ ಕೆಂಪು ಕೋಟೆ ಮೆಟ್ರೋ ನಿಲ್ದಾಣದ ಬಳಿ ನಡೆದ ಭೀಕರ ಕಾರು ಸ್ಫೋಟ ಪ್ರಕರಣದ ತನಿಖೆ ಮುಂದುವರೆದಿದೆ. ಈ ಹಿನ್ನೆಲೆಯಲ್ಲಿ ಸ್ಫೋಟಕ್ಕೆ ಕಾರಣ ಎಂದು ಶಂಕಿಸಲಾಗಿರುವ ಕಾರಿನ ಚಾಲಕ ಡಾ. ಉಮರ್ ನಬಿ ಅವರ ತಾಯಿಯ ಡಿಎನ್‌ಎ ಪರೀಕ್ಷೆ ನಡೆಸಲು ಜಮ್ಮು ಮತ್ತು ಕಾಶ್ಮೀರ ಪೊಲೀಸರು ಕರೆದೊಯ್ದಿದ್ದಾರೆ ಎಂದು ಅಧಿಕಾರಿಗಳು ತಿಳಿಸಿದ್ದಾರೆ. ಸ್ಫೋಟ ಸ್ಥಳದಲ್ಲಿ ಪತ್ತೆಯಾದ ಶಂಕಿತನ ದೇಹದ ಭಾಗಗಳನ್ನು ಸಂಗ್ರಹಿಸಲಾಗಿದ್ದು, ಡಿಎನ್‌ಎ ಮಾದರಿ ಹೋಲಿಕೆ ಮಾಡಲು ನಿರ್ಧರಿಸಲಾಗಿದೆ. <box>1093 1392 1292 1659</box>
awards-headline-2: ಅವರಿಗೆ ಪ್ರಶಸ್ತಿ ಪ್ರದಾನ <box>731 1237 945 1272</box>
paper-title: ಸಮದರ್ಶಿ <box>598 65 1006 210</box>
photo-frames <box>707 1396 957 1438</box>
blast-site-photo <box>575 560 1059 816</box>
left-ear-body: ಹೊಸದಿಲ್ಲಿ, ನ. 11: ದೆಹಲಿಯ ಕೆಂಪು ಕೋಟೆಯ ಬಳಿ ಕಾರು ಸ್ಫೋಟ ಪ್ರಕರಣದ ಹಿಂದಿನ ರೂವಾರಿಗಳನ್ನು ಯಾವುದೇ ಕಾರಣಕ್ಕೂ ಬಿಡುವುದಿಲ್ಲ ಎಂದು ರಕ್ಷಣಾ ಸಚಿವ ರಾಜನಾಥ್ ಸಿಂಗ್ ಎಚ್ಚರಿಕೆ ನೀಡಿದ್ದಾರೆ. ದೆಹಲಿ ಸ್ಫೋಟದ ಬಳಿಕ ಮಾಧ್ಯಮಗಳೊಂದಿಗೆ ಮಾತನಾಡಿದ ರಕ್ಷಣಾ ಸಚಿವರು, "ದೆಹಲಿ ದುರಂತದಲ್ಲಿ ಪ್ರಾಣ ಕಳೆದುಕೊಂಡವರ ಕುಟುಂಬಕ್ಕೆ ಸಂತಾಪ ಸೂಚಿಸುತ್ತೇನೆ. ತಮ್ಮವರನ್ನು ಕಳೆದುಕೊಂಡ ಕುಟುಂಬಗಳಿಗೆ ದೇವರು ದುಃಖ ಭರಿಸುವ ಶಕ್ತಿ ನೀಡಲಿ. ದೇಶದ ಜನರಿಗೆ ನಾನು ಭರವಸೆ ನೀಡುತ್ತೇನೆ ಪ್ರಕರಣದ ಸಮಗ್ರ ತನಿಖೆ ನಡೆಸುತ್ತಿವೆ. <box>46 95 382 228</box>
lead-intro-box <box>49 560 566 703</box>
amit-col-3: ಗುಪ್ತಚರ ವೈಫಲ್ಯ ಸ್ಪಷ್ಟವಾಗಿದೆ. ಈ ಸಂದರ್ಭದಲ್ಲಿ, ದೇಶ ಯಾವುದೇ ಹೊಣೆ ಹೊರುತ್ತಿಲ್ಲ. ಗೃಹ ಸಚಿವರು ಈಗಲೇ ರಾಜೀನಾಮೆ ನೀಡಬೇಕು. ಅವರೇ ಇಲ್ಲಿ ಅವರು ಜನರ ಜೀವ ರಕ್ಷಿಸಲು ವಿಫಲರಾಗಿದ್ದಾರೆ. ಇದು ಅಕ್ಷಮ್ಯವಾಗಿದೆ ಎಂದು ಅವರು ಟೀಕಿಸಿದರು. <box>404 1612 582 1775</box>
center-headline-1: ಸ್ಫೋಟ ಪ್ರಕರಣಕ್ಕೆ <box>1160 346 1437 405</box>
swatch-bottom-magenta <box>12 2134 25 2153</box>
photo-person-3 <box>1390 535 1479 707</box>
left-ear-title: ದಾಳಿಕೋರರಿಗೆ ತಕ್ಕ ಪಾಠ <box>37 42 390 85</box>
awards-col-2: ಶಿವಮೊಗ್ಗದ ಕೆ. ಅಕ್ಷತಾ, ಮಂಗಳೂರಿನ ವಿಲ್ಸನ್ ಕಟೀಲ್ ಮತ್ತು ರಾಯಚೂರಿನ ಆರಿಫ್ ರಾಜಾ ಅವರಿಗೆ ಕ್ರಮವಾಗಿ 2023, 2024 ಮತ್ತು 2025ನೇ ಸಾಲಿನಲ್ಲಿನ ಚಿತ್ತಾಲ ಪ್ರಶಸ್ತಿ ನೀಡಲಾಯಿತು. ಈ ಪ್ರಶಸ್ತಿಯು ರೂ. 10 ಸಾವಿರ ನಗದು ಒಳಗೊಂಡಿದೆ. ಕಾರ್ಯಕ್ರಮದಲ್ಲಿ ಹಂಪಿ ಕನ್ನಡ ವಿಶ್ವವಿದ್ಯಾಲಯದ ಕನ್ನಡ ಸಾಹಿತ್ಯ ಅಧ್ಯಯನ ವಿಭಾಗದ ಮುಖ್ಯಸ್ಥ ಡಾ. ಅಮರೇಶ ನುಗಡೋಣಿ ಮಾತನಾಡಿದರು. ಟ್ರಸ್ಟ್ ಅಧ್ಯಕ್ಷ ವಿನಯಾ ಒಕ್ಕುಂದ, ಬಸವರಾಜ ಕಟ್ಟೀಮನಿ ಪ್ರತಿಷ್ಠಾನದ ಮಾಜಿ ಅಧ್ಯಕ್ಷ ಡಾ. ಸರಜೂ ಕಾಟ್ಕರ್ ಉಪಸ್ಥಿತರಿದ್ದರು. ಯುವ ಸಾಹಿತ್ಯ ಪುರಸ್ಕಾರವನ್ನು ಉದ್ಘಾಟಿಸಲಾಯಿತು. <box>844 1484 1066 1751</box>
right-ear-title: ಕೆಂಪುಕೋಟೆಗೆ ಸಾರ್ವಜನಿಕರಿಗೆ ಪ್ರವೇಶ ನಿರ್ಬಂಧ <box>1206 43 1498 66</box>
awards-photo <box>612 1295 1066 1474</box>
photo-car-window <box>1137 1939 1267 1980</box>
info-reg: PMG/KA/NK/BM/712/2025-27 <box>392 315 668 335</box>
business-col-3: ಕರ್ನಾಟಕದ ಜನತೆಯ ಅಭಿವೃದ್ಧಿಯನ್ನು ತಿಳಿಸುತ್ತೇವೆ. ಮುಖ್ಯಮಂತ್ರಿಗಳು ಪಾಲ್ಗೊಂಡಿದ್ದು ಅವರು ನಿಮ್ಮೊಂದಿಗೆ ಇದ್ದಾರೆ ಎಂದು ಹೇಳಿದರು. <box>452 2165 642 2244</box>
